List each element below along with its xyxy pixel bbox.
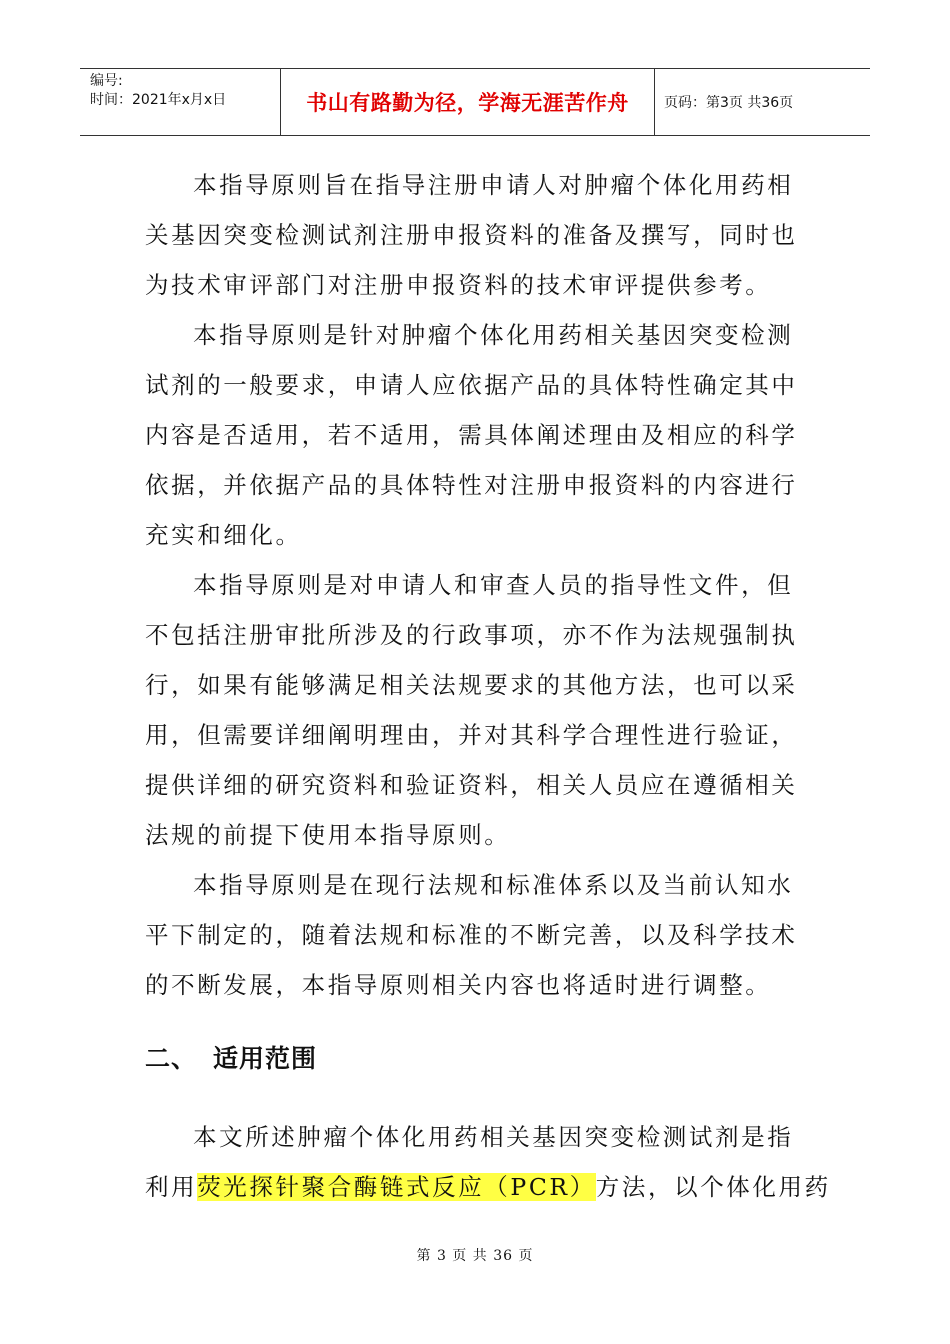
- highlighted-text: 荧光探针聚合酶链式反应（PCR）: [197, 1173, 596, 1201]
- paragraph-scope: [145, 1112, 831, 1212]
- text-segment: 方法，以个体化用药: [595, 1173, 831, 1201]
- text-line: 试剂的一般要求，申请人应依据产品的具体特性确定其中: [145, 371, 798, 399]
- header-meta-cell: [80, 69, 281, 135]
- document-header: [80, 68, 870, 136]
- text-line: [145, 1162, 831, 1212]
- text-segment: 利用: [145, 1173, 198, 1201]
- paragraph-adjustment: [145, 860, 798, 1010]
- date-label: 时间：2021年x月x日: [90, 92, 227, 108]
- text-line: 本文所述肿瘤个体化用药相关基因突变检测试剂是指: [193, 1123, 794, 1151]
- text-line: 充实和细化。: [145, 521, 302, 549]
- text-line: 不包括注册审批所涉及的行政事项，亦不作为法规强制执: [145, 621, 798, 649]
- header-page-info: 页码：第3页 共36页: [664, 95, 794, 111]
- text-line: 本指导原则是针对肿瘤个体化用药相关基因突变检测: [193, 321, 794, 349]
- text-line: 本指导原则是对申请人和审查人员的指导性文件，但: [193, 571, 794, 599]
- text-line: 关基因突变检测试剂注册申报资料的准备及撰写，同时也: [145, 221, 798, 249]
- paragraph-general-requirements: [145, 310, 798, 560]
- section-title: 适用范围: [213, 1044, 318, 1073]
- paragraph-guidance-nature: [145, 560, 798, 860]
- text-line: 内容是否适用，若不适用，需具体阐述理由及相应的科学: [145, 421, 798, 449]
- section-number: 二、: [145, 1044, 198, 1073]
- text-line: 本指导原则旨在指导注册申请人对肿瘤个体化用药相: [193, 171, 794, 199]
- header-motto: 书山有路勤为径，学海无涯苦作舟: [281, 69, 655, 135]
- text-line: 提供详细的研究资料和验证资料，相关人员应在遵循相关: [145, 771, 798, 799]
- section-heading: [145, 1034, 317, 1084]
- text-line: 行，如果有能够满足相关法规要求的其他方法，也可以采: [145, 671, 798, 699]
- text-line: 用，但需要详细阐明理由，并对其科学合理性进行验证，: [145, 721, 798, 749]
- text-line: 本指导原则是在现行法规和标准体系以及当前认知水: [193, 871, 794, 899]
- paragraph-purpose: [145, 160, 798, 310]
- text-line: 为技术审评部门对注册申报资料的技术审评提供参考。: [145, 271, 772, 299]
- text-line: 平下制定的，随着法规和标准的不断完善，以及科学技术: [145, 921, 798, 949]
- text-line: 依据，并依据产品的具体特性对注册申报资料的内容进行: [145, 471, 798, 499]
- text-line: 的不断发展，本指导原则相关内容也将适时进行调整。: [145, 971, 772, 999]
- page-footer: 第 3 页 共 36 页: [416, 1248, 534, 1264]
- text-line: 法规的前提下使用本指导原则。: [145, 821, 511, 849]
- number-label: 编号:: [90, 73, 123, 89]
